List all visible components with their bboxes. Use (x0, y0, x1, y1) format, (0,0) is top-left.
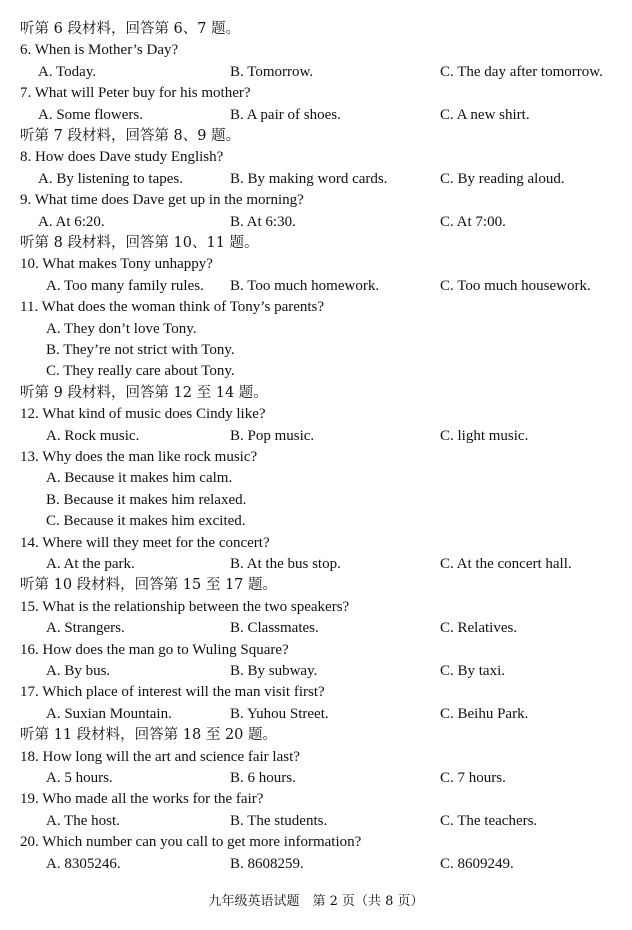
options-row (0, 553, 632, 575)
options-row (0, 703, 632, 725)
option-b: B. By making word cards. (230, 170, 388, 187)
option-b: B. Pop music. (230, 427, 315, 444)
option-a: A. By bus. (46, 663, 111, 679)
question-text: 14. Where will they meet for the concert? (20, 534, 270, 551)
option-b: B. The students. (230, 812, 328, 829)
section-header: 听第 9 段材料，回答第 12 至 14 题。 (20, 384, 268, 401)
option-b: B. At 6:30. (230, 213, 296, 230)
option-a: A. Rock music. (46, 427, 140, 444)
options-row (0, 104, 632, 126)
question-text: 8. How does Dave study English? (20, 149, 224, 166)
question-text: 19. Who made all the works for the fair? (20, 791, 264, 808)
option-a: A. Some flowers. (38, 106, 143, 123)
option-b: B. By subway. (230, 663, 318, 679)
option-c: C. The teachers. (440, 812, 538, 829)
section-header: 听第 6 段材料，回答第 6、7 题。 (20, 21, 241, 37)
option-a: A. Suxian Mountain. (46, 705, 172, 722)
question-text: 11. What does the woman think of Tony’s parents? (20, 299, 325, 316)
question-text: 12. What kind of music does Cindy like? (20, 406, 266, 423)
options-row (0, 810, 632, 832)
option-c: C. light music. (440, 427, 529, 444)
option-a: A. Strangers. (46, 620, 125, 637)
option-c: C. At the concert hall. (440, 556, 572, 572)
option-a: A. 5 hours. (46, 770, 113, 786)
option-a: A. Because it makes him calm. (46, 470, 233, 487)
option-b: B. They’re not strict with Tony. (46, 342, 235, 358)
options-row (0, 275, 632, 297)
option-b: B. Yuhou Street. (230, 705, 329, 722)
option-b: B. 6 hours. (230, 770, 296, 786)
section-header: 听第 7 段材料，回答第 8、9 题。 (20, 128, 241, 144)
question-text: 6. When is Mother’s Day? (20, 42, 179, 59)
options-row (0, 617, 632, 639)
option-a: A. They don’t love Tony. (46, 320, 197, 337)
option-c: C. Beihu Park. (440, 705, 529, 722)
option-a: A. At the park. (46, 556, 135, 572)
options-row (0, 61, 632, 83)
options-row (0, 767, 632, 789)
option-c: C. The day after tomorrow. (440, 63, 603, 80)
options-row (0, 168, 632, 190)
option-c: C. Because it makes him excited. (46, 513, 246, 530)
option-c: C. Too much housework. (440, 277, 591, 294)
option-c: C. 7 hours. (440, 770, 506, 786)
option-c: C. By taxi. (440, 663, 506, 679)
question-text: 13. Why does the man like rock music? (20, 449, 258, 465)
options-row (0, 660, 632, 682)
section-header: 听第 8 段材料，回答第 10、11 题。 (20, 235, 259, 251)
question-text: 20. Which number can you call to get more information? (20, 834, 362, 851)
option-b: B. A pair of shoes. (230, 106, 341, 123)
options-row (0, 425, 632, 447)
option-b: B. Too much homework. (230, 277, 380, 294)
option-b: B. 8608259. (230, 855, 304, 872)
option-b: B. At the bus stop. (230, 556, 341, 572)
page-footer: 九年级英语试题 第 2 页（共 8 页） (208, 894, 424, 909)
section-header: 听第 11 段材料，回答第 18 至 20 题。 (20, 727, 278, 744)
option-c: C. 8609249. (440, 855, 514, 872)
option-b: B. Classmates. (230, 620, 319, 637)
option-c: C. Relatives. (440, 620, 518, 637)
question-text: 15. What is the relationship between the two speakers? (20, 598, 350, 615)
options-row (0, 211, 632, 233)
option-a: A. The host. (46, 812, 120, 829)
option-c: C. At 7:00. (440, 213, 506, 230)
section-header: 听第 10 段材料，回答第 15 至 17 题。 (20, 577, 278, 594)
option-c: C. By reading aloud. (440, 170, 565, 187)
option-a: A. Today. (38, 63, 97, 80)
option-c: C. They really care about Tony. (46, 363, 235, 380)
options-row (0, 853, 632, 875)
question-text: 18. How long will the art and science fair last? (20, 748, 300, 765)
question-text: 16. How does the man go to Wuling Square? (20, 641, 289, 658)
question-text: 10. What makes Tony unhappy? (20, 256, 213, 273)
question-text: 7. What will Peter buy for his mother? (20, 85, 251, 102)
option-c: C. A new shirt. (440, 106, 530, 123)
option-b: B. Because it makes him relaxed. (46, 491, 247, 508)
question-text: 17. Which place of interest will the man visit first? (20, 684, 325, 701)
question-text: 9. What time does Dave get up in the morning? (20, 192, 304, 209)
option-a: A. At 6:20. (38, 213, 105, 230)
option-a: A. By listening to tapes. (38, 170, 183, 187)
option-a: A. Too many family rules. (46, 277, 204, 294)
option-a: A. 8305246. (46, 855, 121, 872)
option-b: B. Tomorrow. (230, 63, 314, 80)
